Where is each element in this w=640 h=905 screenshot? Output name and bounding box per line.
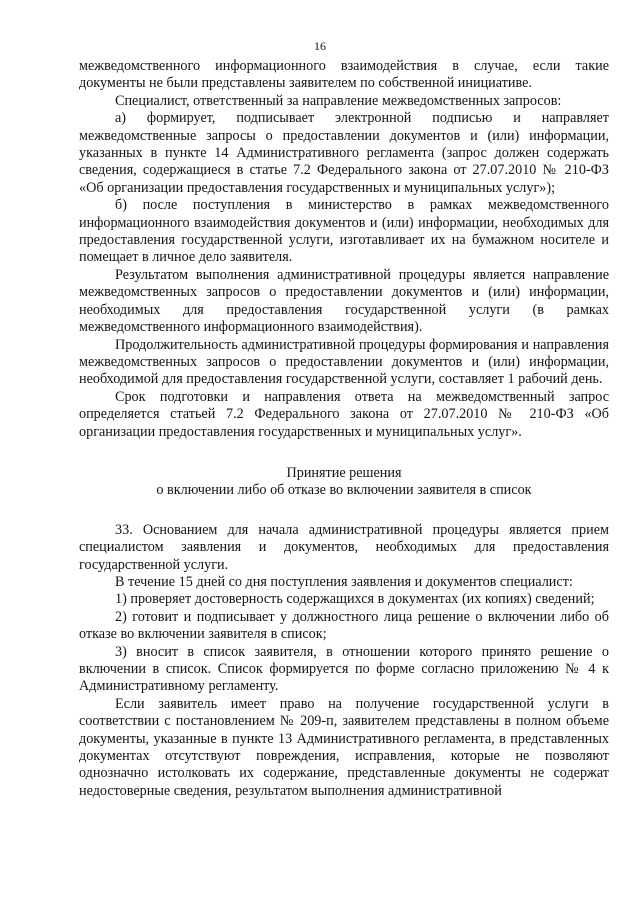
paragraph: Срок подготовки и направления ответа на межведомственный запрос определяется статьей 7.2 Федерального закона от 27.07.2010 № 210-ФЗ «Об организации предоставления государственных и муниципальных услуг». — [79, 388, 609, 440]
list-item: 3) вносит в список заявителя, в отношении которого принято решение о включении в список. Список формируется по форме согласно приложению № 4 к Административному регламенту. — [79, 643, 609, 695]
page-number: 16 — [314, 39, 326, 53]
document-body — [79, 58, 609, 800]
paragraph: Результатом выполнения административной процедуры является направление межведомственных запросов о предоставлении документов и (или) информации, необходимых для предоставления государственной услуги (в рамках межведомственного информационного взаимодействия). — [79, 266, 609, 336]
spacer — [79, 441, 609, 465]
list-item: а) формирует, подписывает электронной подписью и направляет межведомственные запросы о предоставлении документов и (или) информации, указанных в пункте 14 Административного регламента (запрос должен содержать сведения, содержащиеся в статье 7.2 Федерального закона от 27.07.2010 № 210-ФЗ «Об организации предоставления государственных и муниципальных услуг»); — [79, 110, 609, 196]
section-heading-title: Принятие решения — [286, 464, 402, 481]
paragraph: Продолжительность административной процедуры формирования и направления межведомственных запросов о предоставлении документов и (или) информации, необходимой для предоставления государственной услуги, составляет 1 рабочий день. — [79, 336, 609, 388]
paragraph: Специалист, ответственный за направление межведомственных запросов: — [115, 92, 562, 109]
paragraph: В течение 15 дней со дня поступления заявления и документов специалист: — [115, 573, 573, 590]
section-heading-subtitle: о включении либо об отказе во включении заявителя в список — [156, 482, 532, 499]
list-item: 1) проверяет достоверность содержащихся в документах (их копиях) сведений; — [115, 591, 595, 608]
paragraph: Если заявитель имеет право на получение государственной услуги в соответствии с постановлением № 209-п, заявителем представлены в полном объеме документы, указанные в пункте 13 Административного регламента, в представленных документах отсутствуют повреждения, исправления, которые не позволяют однозначно истолковать их содержание, представленные документы не содержат недостоверные сведения, результатом выполнения административной — [79, 695, 609, 799]
spacer — [79, 500, 609, 522]
paragraph: 33. Основанием для начала административной процедуры является прием специалистом заявления и документов, необходимых для предоставления государственной услуги. — [79, 521, 609, 573]
paragraph: межведомственного информационного взаимодействия в случае, если такие документы не были представлены заявителем по собственной инициативе. — [79, 58, 609, 92]
list-item: 2) готовит и подписывает у должностного лица решение о включении либо об отказе во включении заявителя в список; — [79, 608, 609, 643]
list-item: б) после поступления в министерство в рамках межведомственного информационного взаимодействия документов и (или) информации, необходимых для предоставления государственной услуги, изготавливает их на бумажном носителе и помещает в личное дело заявителя. — [79, 197, 609, 266]
